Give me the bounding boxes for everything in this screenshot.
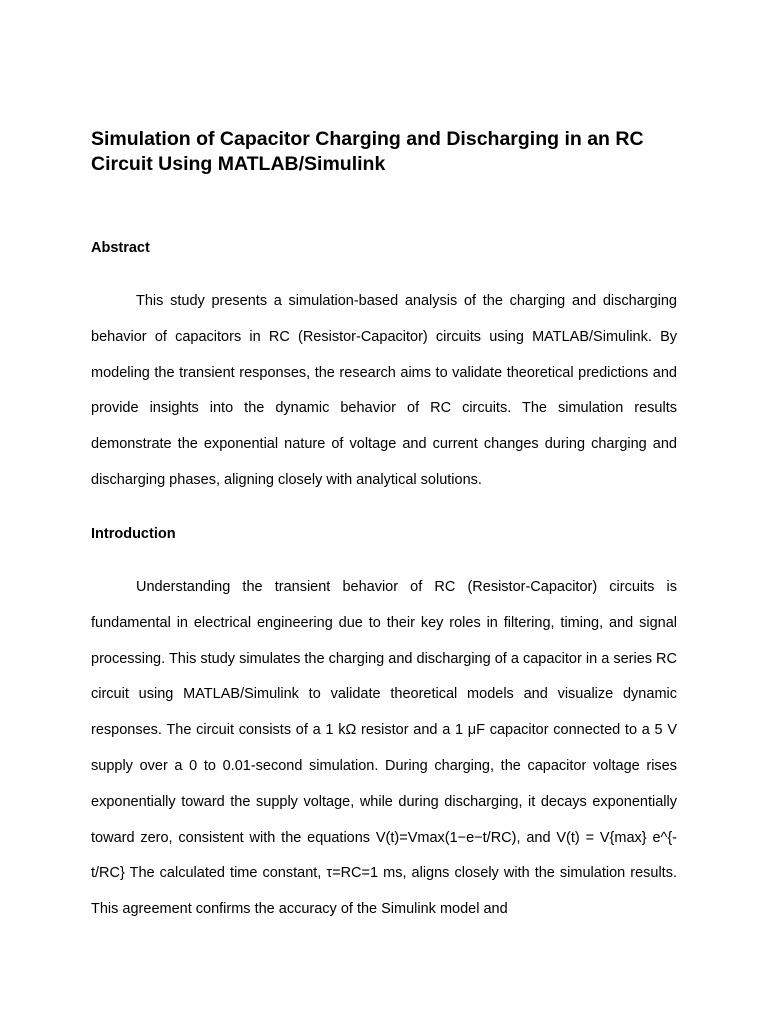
document-title: Simulation of Capacitor Charging and Discharging in an RC Circuit Using MATLAB/Simulink (91, 128, 644, 175)
introduction-heading: Introduction (91, 526, 176, 542)
abstract-heading: Abstract (91, 240, 150, 256)
introduction-paragraph: Understanding the transient behavior of RC (Resistor-Capacitor) circuits is fundamental in electrical engineering due to their key roles in filtering, timing, and signal processing. This study simulates the charging and discharging of a capacitor in a series RC circuit using MATLAB/Simulink to validate theoretical models and visualize dynamic responses. The circuit consists of a 1 kΩ resistor and a 1 μF capacitor connected to a 5 V supply over a 0 to 0.01-second simulation. During charging, the capacitor voltage rises exponentially toward the supply voltage, while during discharging, it decays exponentially toward zero, consistent with the equations V(t)=Vmax(1−e−t/RC), and V(t) = V{max} e^{-t/RC} The calculated time constant, τ=RC=1 ms, aligns closely with the simulation results. This agreement confirms the accuracy of the Simulink model and (91, 579, 677, 918)
abstract-paragraph: This study presents a simulation-based analysis of the charging and discharging behavior of capacitors in RC (Resistor-Capacitor) circuits using MATLAB/Simulink. By modeling the transient responses, the research aims to validate theoretical predictions and provide insights into the dynamic behavior of RC circuits. The simulation results demonstrate the exponential nature of voltage and current changes during charging and discharging phases, aligning closely with analytical solutions. (91, 293, 677, 488)
